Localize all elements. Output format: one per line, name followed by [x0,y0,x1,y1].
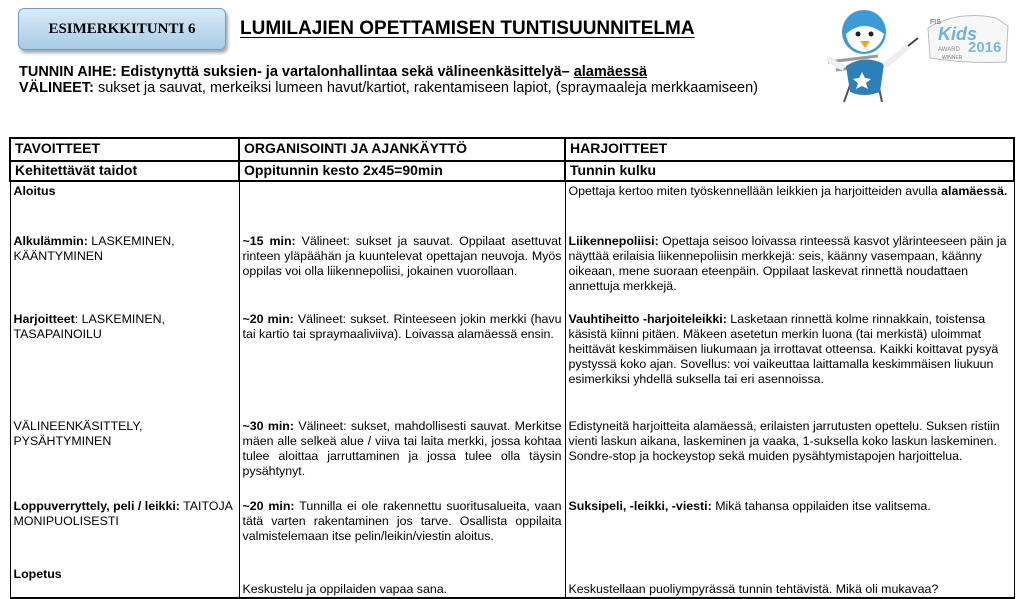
goal-cell [10,234,239,312]
table-header-row [10,138,1014,161]
exercise-text: Lasketaan rinnettä kolme rinnakkain, toistensa käsistä kiinni pitäen. Mäkeen asetetun merkin luona (tai merkistä) uloimmat heittävät keskimmäisen liukumaan ja irrottavat otteensa. Kaikki koittavat pysyä pystyssä koko ajan. Sovellus: voi vaikeuttaa laittamalla keskimmäisen liukuun esimerkiksi yhdellä suksella tai eri asennoissa. [568,312,999,386]
exercise-bold: Suksipeli, -leikki, -viesti: [568,499,712,513]
table-row [10,419,1014,499]
topic-underlined: alamäessä [573,64,648,80]
lesson-badge: ESIMERKKITUNTI 6 [18,8,226,50]
award-text: AWARD [938,47,960,53]
org-cell [239,419,565,499]
goal-bold: Alkulämmin: [13,234,88,248]
goal-cell [10,181,239,234]
goal-text: LASKEMINEN, KÄÄNTYMINEN [13,234,175,263]
page-title: LUMILAJIEN OPETTAMISEN TUNTISUUNNITELMA [240,18,695,39]
exercise-text: Edistyneitä harjoitteita alamäessä, erilaisten jarrutusten opettelu. Suksen ristiin vienti laskun aikana, laskeminen ja vaaka, 1-suksella koko laskun laskeminen. Sondre-stop ja hockeystop sekä muiden pysähtymistapojen harjoittelua. [568,419,1000,463]
org-cell [239,499,565,567]
header-goals: TAVOITTEET [10,138,239,161]
fis-text: FIS [930,19,941,26]
goal-bold: Aloitus [13,184,56,198]
org-text: Välineet: sukset, mahdollisesti sauvat. Merkitse mäen alle selkeä alue / viiva tai laita merkki, jossa kohtaa tulee aloittaa jarruttaminen ja jossa tulee olla täysin pysähtynyt. [242,419,562,478]
equipment-text: sukset ja sauvat, merkeiksi lumeen havut/kartiot, rakentamiseen lapiot, (spraymaaleja merkkaamiseen) [97,80,758,96]
table-row [10,312,1014,419]
fis-kids-award-logo-icon [818,4,1018,104]
subheader-duration: Oppitunnin kesto 2x45=90min [239,161,565,181]
equipment-line [19,80,819,96]
org-bold: ~20 min: [242,312,294,326]
org-cell [239,181,565,234]
goal-bold: Lopetus [13,567,62,581]
org-cell [239,234,565,312]
subheader-flow: Tunnin kulku [565,161,1014,181]
exercise-text: Opettaja kertoo miten työskennellään leikkien ja harjoitteiden avulla [568,184,942,198]
kids-text: Kids [938,24,978,44]
exercise-text: Opettaja seisoo loivassa rinteessä kasvot ylärinteeseen päin ja näyttää erilaisia liikennepoliisin merkkejä: seis, käänny vasempaan, käänny oikeaan, mene suoraan eteenpäin. Oppilaat laskevat rinnettä noudattaen annettuja merkkejä. [568,234,1007,293]
exercise-text: Keskustellaan puoliympyrässä tunnin tehtävistä. Mikä oli mukavaa? [568,582,939,596]
exercise-cell [565,419,1014,499]
subheader-skills: Kehitettävät taidot [10,161,239,181]
exercise-cell [565,499,1014,567]
topic-line [19,64,819,80]
goal-bold: Loppuverryttely, peli / leikki: [13,499,180,513]
table-row [10,181,1014,234]
table-subheader-row [10,161,1014,181]
goal-cell [10,419,239,499]
exercise-bold: Vauhtiheitto -harjoiteleikki: [568,312,727,326]
org-bold: ~20 min: [242,499,295,513]
table-row [10,234,1014,312]
exercise-cell [565,567,1014,598]
org-bold: ~30 min: [242,419,294,433]
goal-cell [10,567,239,598]
exercise-bold: Liikennepoliisi: [568,234,659,248]
header-organization: ORGANISOINTI JA AJANKÄYTTÖ [239,138,565,161]
equipment-label: VÄLINEET: [19,80,94,96]
goal-text: VÄLINEENKÄSITTELY, PYSÄHTYMINEN [13,419,143,448]
header-exercises: HARJOITTEET [565,138,1014,161]
org-text: Tunnilla ei ole rakennettu suoritusalueita, vaan tätä varten rakentaminen jos tarve. Osallista oppilaita valmistelemaan itse pelin/leikin/viestin aloitus. [242,499,562,543]
org-text: Välineet: sukset. Rinteeseen jokin merkki (havu tai kartio tai spraymaaliviiva). Loivassa alamäessä ensin. [242,312,562,341]
goal-text: TAITOJA MONIPUOLISESTI [13,499,233,528]
exercise-cell [565,181,1014,234]
table-row [10,499,1014,567]
org-cell [239,567,565,598]
goal-bold: Harjoitteet [13,312,75,326]
goal-cell [10,312,239,419]
org-bold: ~15 min: [242,234,296,248]
winner-text: WINNER [942,55,963,61]
exercise-cell [565,312,1014,419]
org-cell [239,312,565,419]
topic-label: TUNNIN AIHE: [19,64,117,80]
lesson-plan-table [9,137,1015,599]
exercise-text: Mikä tahansa oppilaiden itse valitsema. [711,499,931,513]
exercise-cell [565,234,1014,312]
goal-text: : LASKEMINEN, TASAPAINOILU [13,312,165,341]
goal-cell [10,499,239,567]
lesson-meta [19,64,819,96]
org-text: Keskustelu ja oppilaiden vapaa sana. [242,582,448,596]
year-text: 2016 [968,39,1002,56]
org-text: Välineet: sukset ja sauvat. Oppilaat asettuvat rinteen yläpäähän ja kuuntelevat opettajan neuvoja. Myös oppilas voi olla liikennepoliisi, jokainen vuorollaan. [242,234,562,278]
exercise-bold-suffix: alamäessä. [941,184,1008,198]
table-row [10,567,1014,598]
topic-text: Edistynyttä suksien- ja vartalonhallintaa sekä välineenkäsittelyä– [120,64,570,80]
